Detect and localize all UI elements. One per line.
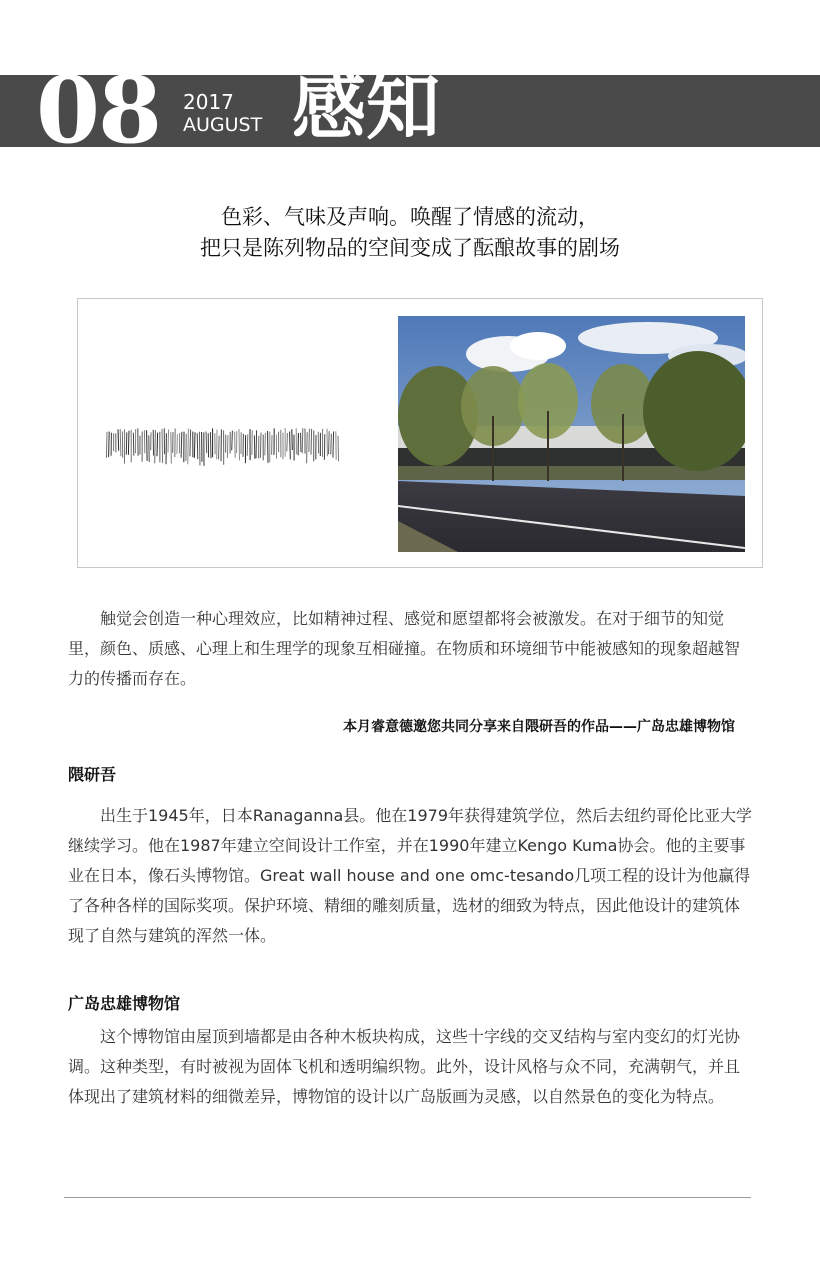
sketch-stroke	[199, 432, 200, 466]
sketch-stroke	[197, 433, 198, 459]
tagline-line-1: 色彩、气味及声响。唤醒了情感的流动，	[221, 205, 599, 229]
tagline-line-2: 把只是陈列物品的空间变成了酝酿故事的剧场	[200, 236, 620, 260]
sketch-stroke	[292, 429, 293, 450]
sketch-stroke	[287, 433, 288, 451]
sketch-stroke	[235, 432, 236, 458]
sketch-stroke	[338, 436, 339, 462]
sketch-stroke	[256, 430, 257, 458]
sketch-drawing-image	[105, 426, 340, 466]
issue-year: 2017	[183, 90, 234, 114]
page-title: 感知	[292, 64, 440, 150]
sketch-stroke	[177, 434, 178, 454]
sketch-stroke	[239, 429, 240, 460]
issue-month: AUGUST	[183, 114, 263, 136]
sketch-stroke	[219, 436, 220, 460]
sketch-stroke	[309, 429, 310, 452]
sketch-stroke	[106, 432, 107, 458]
sketch-stroke	[210, 432, 211, 458]
sketch-stroke	[157, 433, 158, 457]
architect-heading: 隈研吾	[68, 765, 117, 784]
sketch-stroke	[206, 432, 207, 454]
architect-bio-paragraph: 出生于1945年，日本Ranaganna县。他在1979年获得建筑学位，然后去纽约哥伦比亚大学继续学习。他在1987年建立空间设计工作室，并在1990年建立Kengo Kuma协会。他的主要事业在日本，像石头博物馆。Great wall house and one omc-tesando几项工程的设计为他赢得了各种各样的国际奖项。保护环境、精细的雕刻质量，选材的细致为特点，因此他设计的建筑体现了自然与建筑的浑然一体。	[68, 806, 753, 945]
sketch-stroke	[260, 433, 261, 458]
sketch-stroke	[190, 430, 191, 457]
sketch-stroke	[128, 431, 129, 455]
sketch-stroke	[126, 432, 127, 454]
sketch-stroke	[329, 431, 330, 454]
sketch-stroke	[265, 433, 266, 456]
sketch-stroke	[290, 432, 291, 460]
sketch-stroke	[188, 429, 189, 465]
sketch-stroke	[311, 429, 312, 455]
credit-line: 本月睿意德邀您共同分享来自隈研吾的作品——广岛忠雄博物馆	[343, 719, 735, 735]
sketch-stroke	[307, 432, 308, 463]
sketch-stroke	[227, 435, 228, 458]
sketch-stroke	[120, 429, 121, 456]
sketch-stroke	[181, 432, 182, 458]
footer-divider	[64, 1197, 751, 1198]
sketch-stroke	[155, 430, 156, 463]
sketch-stroke	[232, 431, 233, 451]
sketch-stroke	[162, 429, 163, 463]
museum-photo	[398, 316, 745, 552]
sketch-stroke	[194, 432, 195, 458]
museum-heading: 广岛忠雄博物馆	[68, 994, 181, 1013]
sketch-stroke	[109, 432, 110, 458]
sketch-stroke	[331, 434, 332, 455]
sketch-stroke	[333, 432, 334, 458]
sketch-stroke	[171, 432, 172, 463]
issue-number: 08	[36, 56, 161, 164]
intro-paragraph: 触觉会创造一种心理效应，比如精神过程、感觉和愿望都将会被激发。在对于细节的知觉里，颜色、质感、心理上和生理学的现象互相碰撞。在物质和环境细节中能被感知的现象超越智力的传播而存在。	[68, 609, 741, 688]
sketch-stroke	[168, 429, 169, 452]
sketch-stroke	[302, 428, 303, 453]
museum-paragraph: 这个博物馆由屋顶到墙都是由各种木板块构成，这些十字线的交叉结构与室内变幻的灯光协调。这种类型，有时被视为固体飞机和透明编织物。此外，设计风格与众不同，充满朝气，并且体现出了建筑材料的细微差异，博物馆的设计以广岛版画为灵感，以自然景色的变化为特点。	[68, 1027, 741, 1106]
sketch-stroke	[147, 430, 148, 461]
sketch-stroke	[247, 434, 248, 455]
sketch-stroke	[118, 429, 119, 450]
